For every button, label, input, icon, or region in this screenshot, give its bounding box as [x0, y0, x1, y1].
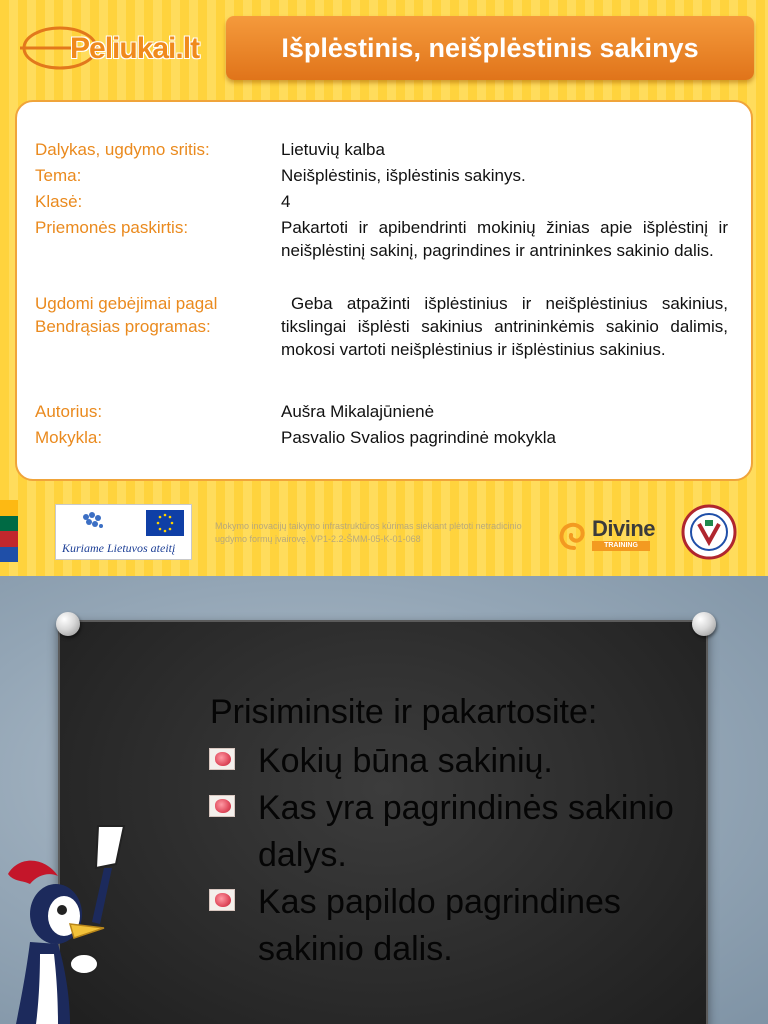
funding-text: Mokymo inovacijų taikymo infrastruktūros kūrimas siekiant plėtoti netradicinio ugdymo formų įvairovę. VP1-2.2-ŠMM-05-K-01-068: [215, 521, 522, 544]
spiral-icon: [558, 518, 590, 552]
grade-value: 4: [281, 192, 291, 211]
bullet-text: Kas yra pagrindinės sakinio dalys.: [258, 789, 674, 874]
pelyukai-logo: [18, 22, 214, 74]
list-item: [208, 738, 728, 785]
flower-bullet-icon: [209, 889, 235, 911]
eu-funding-logo: [55, 504, 192, 560]
subject-label: Dalykas, ugdymo sritis:: [35, 140, 210, 159]
purpose-value: Pakartoti ir apibendrinti mokinių žinias apie išplėstinį ir neišplėstinį sakinį, pagrindines ir antrininkes sakinio dalis.: [281, 218, 728, 260]
skills-label-line-1: Ugdomi gebėjimai pagal: [35, 294, 218, 313]
topic-value: Neišplėstinis, išplėstinis sakinys.: [281, 166, 526, 185]
info-card: [15, 100, 753, 481]
slide-title: Išplėstinis, neišplėstinis sakinys: [281, 32, 699, 63]
skills-label: [35, 292, 280, 338]
subject-value: Lietuvių kalba: [281, 140, 385, 159]
purpose-label: Priemonės paskirtis:: [35, 218, 189, 237]
list-item: [208, 879, 728, 973]
bullet-list: [208, 738, 728, 973]
author-label: Autorius:: [35, 402, 103, 421]
school-value: Pasvalio Svalios pagrindinė mokykla: [281, 428, 556, 447]
school-label: Mokykla:: [35, 428, 103, 447]
lithuanian-flag-icon: [0, 500, 18, 562]
logo-text: Peliukai.lt: [70, 32, 200, 65]
divine-sub: TRAINING: [592, 541, 650, 551]
eu-flag-icon: [146, 510, 184, 536]
eu-caption: Kuriame Lietuvos ateitį: [62, 541, 176, 555]
school-emblem-icon: [681, 504, 737, 560]
divine-training-logo: [558, 516, 654, 552]
pin-right-icon: [692, 612, 716, 636]
title-banner: [226, 16, 754, 80]
woodpecker-cartoon-icon: [0, 824, 140, 1024]
flower-bullet-icon: [209, 748, 235, 770]
list-item: [208, 785, 728, 879]
lithuania-map-icon: [78, 509, 108, 535]
skills-label-line-2: Bendrąsias programas:: [35, 317, 211, 336]
grade-label: Klasė:: [35, 192, 83, 211]
bullet-text: Kas papildo pagrindines sakinio dalis.: [258, 883, 621, 968]
pin-left-icon: [56, 612, 80, 636]
bullet-text: Kokių būna sakinių.: [258, 742, 553, 780]
flower-bullet-icon: [209, 795, 235, 817]
divine-text: Divine: [592, 516, 656, 541]
author-value: Aušra Mikalajūnienė: [281, 402, 435, 421]
board-heading: Prisiminsite ir pakartosite:: [210, 693, 598, 731]
topic-label: Tema:: [35, 166, 82, 185]
skills-value: Geba atpažinti išplėstinius ir neišplėstinius sakinius, tikslingai išplėsti sakinius antrininkėmis sakinio dalimis, mokosi vartoti neišplėstinius ir išplėstinius sakinius.: [281, 294, 728, 359]
